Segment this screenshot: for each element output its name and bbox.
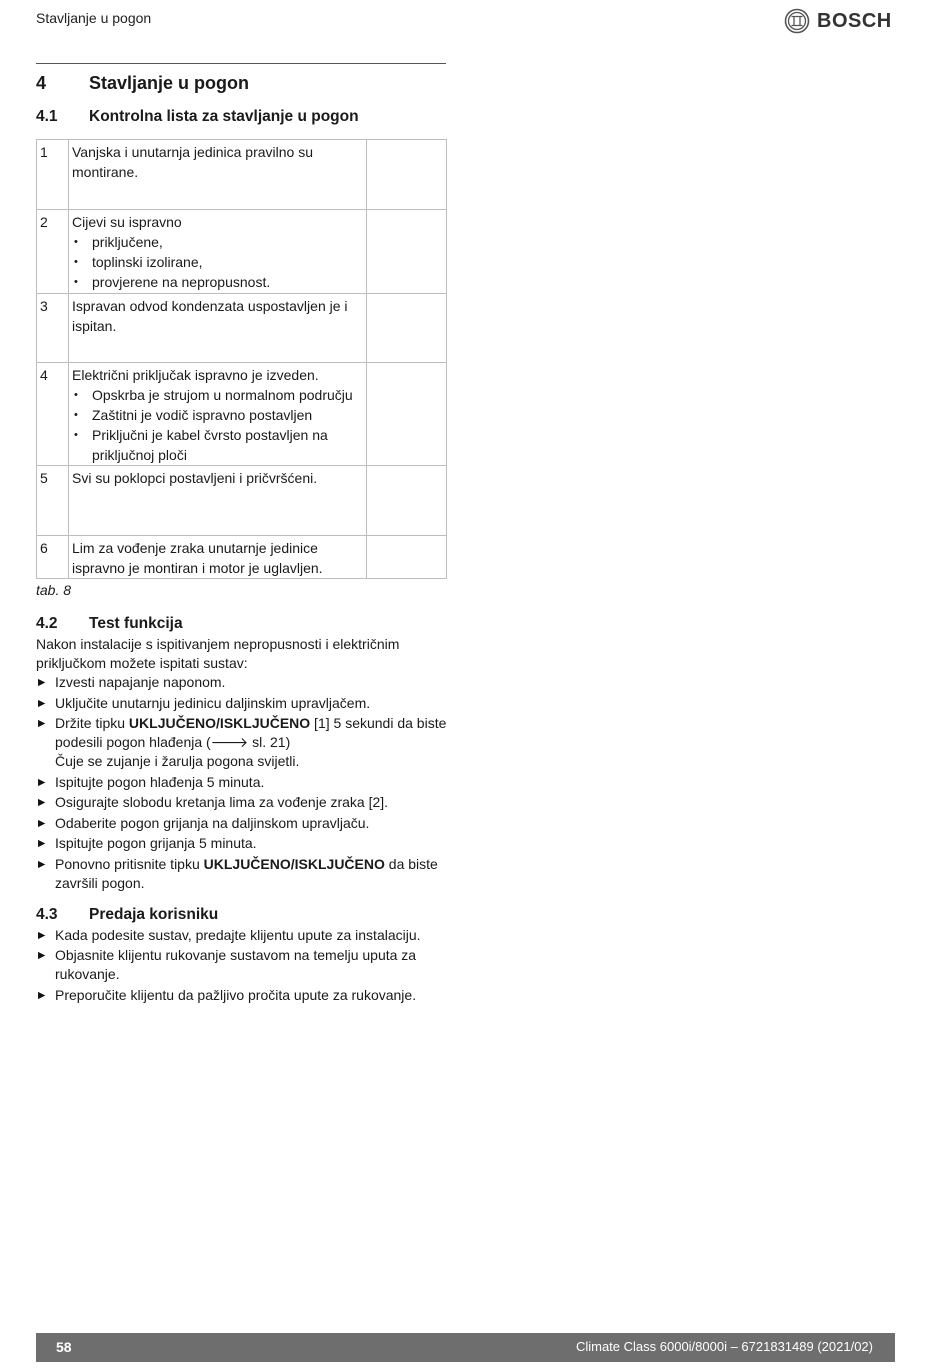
list-item: ▶ Kada podesite sustav, predajte klijentu upute za instalaciju. — [36, 926, 448, 945]
step-note: Čuje se zujanje i žarulja pogona svijetli. — [55, 753, 300, 769]
row-number: 1 — [37, 140, 69, 210]
check-cell — [367, 294, 447, 363]
list-item: ▶ Osigurajte slobodu kretanja lima za vođenje zraka [2]. — [36, 793, 448, 812]
check-cell — [367, 210, 447, 294]
row-text: Cijevi su ispravno — [72, 214, 182, 230]
list-item: • priključene, — [72, 232, 363, 252]
list-item: ▶ Preporučite klijentu da pažljivo pročita upute za rukovanje. — [36, 986, 448, 1005]
test-number: 4.2 — [36, 615, 58, 632]
table-row — [37, 140, 447, 210]
list-item: • Priključni je kabel čvrsto postavljen na priključnoj ploči — [72, 425, 363, 465]
step-text: Ponovno pritisnite tipku — [55, 855, 204, 872]
step-text: Držite tipku — [55, 715, 129, 731]
handover-steps-list — [36, 926, 448, 1005]
row-text: Lim za vođenje zraka unutarnje jedinice ispravno je montiran i motor je uglavljen. — [69, 536, 367, 579]
list-item: ▶ Uključite unutarnju jedinicu daljinskim upravljačem. — [36, 694, 448, 713]
row-content — [69, 363, 367, 466]
row-text: Ispravan odvod kondenzata uspostavljen je i ispitan. — [69, 294, 367, 363]
row-number: 2 — [37, 210, 69, 294]
test-heading — [36, 613, 448, 635]
table-row — [37, 363, 447, 466]
step-text: da biste završili pogon. — [55, 855, 438, 891]
row-text: Električni priključak ispravno je izveden. — [72, 367, 319, 383]
table-row — [37, 466, 447, 536]
row-number: 6 — [37, 536, 69, 579]
row-number: 4 — [37, 363, 69, 466]
list-item: ▶ Ispitujte pogon hlađenja 5 minuta. — [36, 773, 448, 792]
header-rule — [36, 63, 446, 64]
check-cell — [367, 363, 447, 466]
row-content — [69, 210, 367, 294]
bosch-armature-icon — [784, 8, 810, 34]
list-item: ▶ Ispitujte pogon grijanja 5 minuta. — [36, 834, 448, 853]
table-row — [37, 294, 447, 363]
document-reference: Climate Class 6000i/8000i – 6721831489 (2021/02) — [575, 1339, 873, 1354]
list-item: ▶ Odaberite pogon grijanja na daljinskom upravljaču. — [36, 814, 448, 833]
handover-heading — [36, 904, 448, 926]
page-number: 58 — [56, 1339, 72, 1355]
list-item — [36, 714, 448, 771]
section-heading — [36, 70, 448, 96]
row-bullet-list — [72, 385, 363, 465]
test-intro: Nakon instalacije s ispitivanjem nepropusnosti i električnim priključkom možete ispitati sustav: — [36, 636, 400, 671]
table-row — [37, 536, 447, 579]
row-number: 5 — [37, 466, 69, 536]
row-bullet-list — [72, 232, 363, 292]
handover-number: 4.3 — [36, 905, 58, 923]
table-caption: tab. 8 — [36, 582, 72, 598]
check-cell — [367, 140, 447, 210]
on-off-key-label: UKLJUČENO/ISKLJUČENO — [203, 855, 385, 872]
table-row — [37, 210, 447, 294]
running-header-title: Stavljanje u pogon — [36, 10, 152, 26]
row-text: Svi su poklopci postavljeni i pričvršćeni. — [69, 466, 367, 536]
list-item: • Opskrba je strujom u normalnom području — [72, 385, 363, 405]
step-text: [1] 5 sekundi da biste podesili pogon hlađenja (🡒 sl. 21) — [55, 715, 447, 750]
main-content — [36, 70, 448, 1006]
bosch-logo — [784, 8, 892, 34]
checklist-title: Kontrolna lista za stavljanje u pogon — [89, 108, 359, 125]
row-text: Vanjska i unutarnja jedinica pravilno su montirane. — [69, 140, 367, 210]
handover-title: Predaja korisniku — [89, 905, 219, 923]
page-footer — [36, 1333, 895, 1362]
list-item: ▶ Objasnite klijentu rukovanje sustavom na temelju uputa za rukovanje. — [36, 946, 448, 984]
commissioning-checklist-table — [36, 139, 447, 579]
list-item: • provjerene na nepropusnost. — [72, 272, 363, 292]
check-cell — [367, 536, 447, 579]
list-item: • Zaštitni je vodič ispravno postavljen — [72, 405, 363, 425]
section-title: Stavljanje u pogon — [89, 73, 250, 93]
checklist-heading — [36, 106, 448, 128]
check-cell — [367, 466, 447, 536]
list-item: ▶ Izvesti napajanje naponom. — [36, 673, 448, 692]
on-off-key-label: UKLJUČENO/ISKLJUČENO — [128, 715, 311, 731]
logo-wordmark: BOSCH — [817, 9, 892, 32]
test-steps-list — [36, 673, 448, 893]
row-number: 3 — [37, 294, 69, 363]
test-title: Test funkcija — [89, 615, 183, 632]
list-item: • toplinski izolirane, — [72, 252, 363, 272]
list-item — [36, 855, 448, 893]
section-number: 4 — [36, 73, 47, 93]
checklist-number: 4.1 — [36, 108, 58, 125]
